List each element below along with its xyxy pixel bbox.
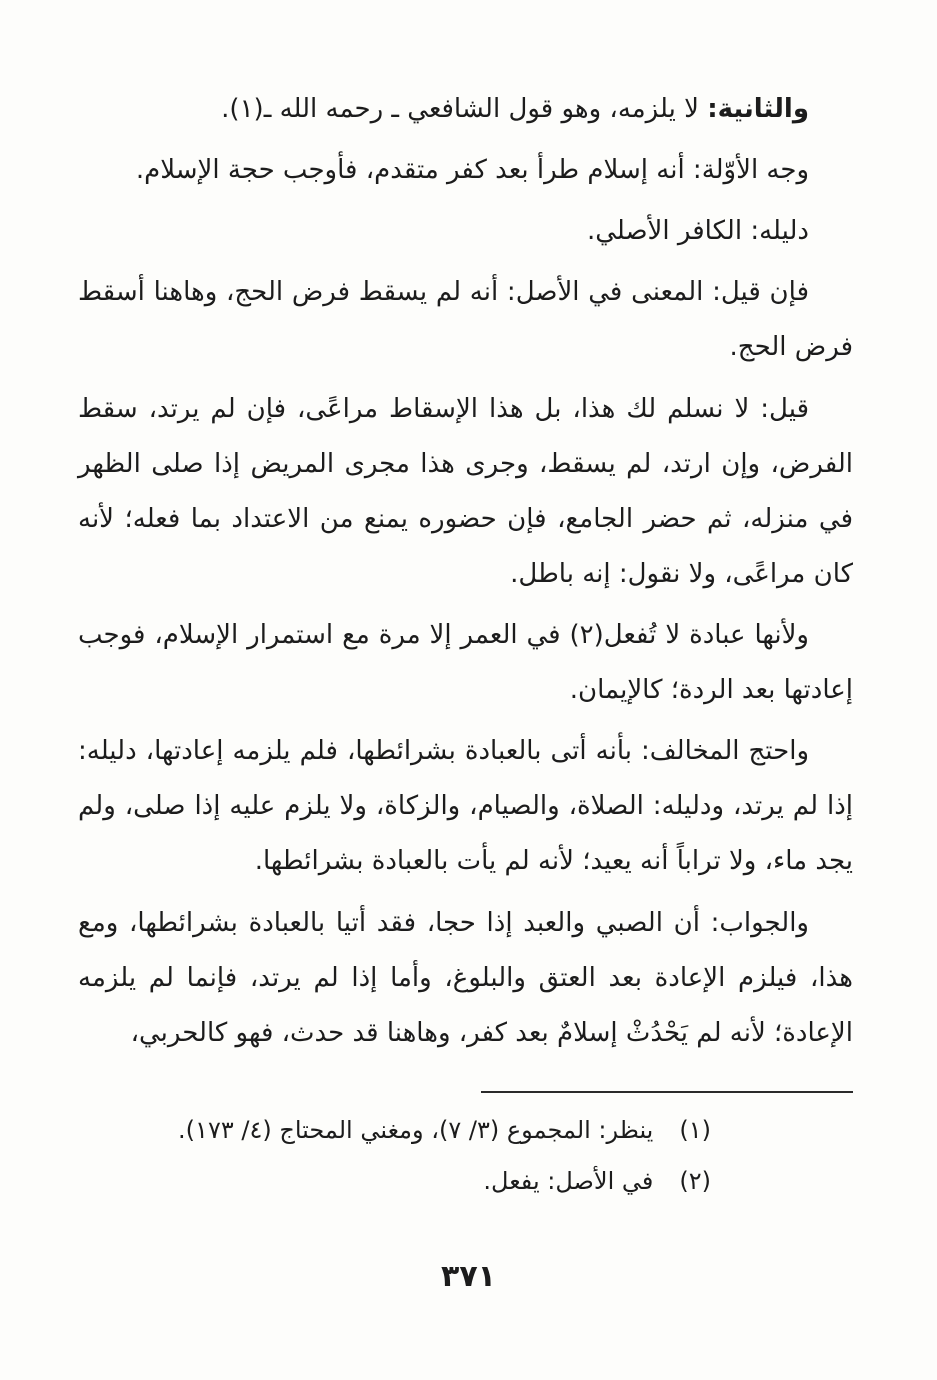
- paragraph-text: واحتج المخالف: بأنه أتى بالعبادة بشرائطها، فلم يلزمه إعادتها، دليله: إذا لم يرتد، ودليله: الصلاة، والصيام، والزكاة، ولا يلزم عليه إذا صلى، ولم يجد ماء، ولا تراباً أنه يعيد؛ لأنه لم يأت بالعبادة بشرائطها.: [78, 736, 853, 877]
- paragraph-text: قيل: لا نسلم لك هذا، بل هذا الإسقاط مراعًى، فإن لم يرتد، سقط الفرض، وإن ارتد، لم يسقط، وجرى هذا مجرى المريض إذا صلى الظهر في منزله، ثم حضر الجامع، فإن حضوره يمنع من الاعتداد بما فعله؛ لأنه كان مراعًى، ولا نقول: إنه باطل.: [78, 393, 853, 589]
- footnote-text: ينظر: المجموع (٣/ ٧)، ومغني المحتاج (٤/ ١٧٣).: [178, 1115, 654, 1144]
- footnote-text: في الأصل: يفعل.: [483, 1166, 654, 1195]
- paragraph-text: فإن قيل: المعنى في الأصل: أنه لم يسقط فرض الحج، وهاهنا أسقط فرض الحج.: [78, 277, 853, 363]
- paragraph-text: لا يلزمه، وهو قول الشافعي ـ رحمه الله ـ(١).: [221, 94, 708, 124]
- footnotes: [78, 1107, 853, 1205]
- paragraph-lead: والثانية:: [707, 94, 809, 124]
- body-text: [78, 82, 853, 1208]
- paragraph-text: والجواب: أن الصبي والعبد إذا حجا، فقد أتيا بالعبادة بشرائطها، ومع هذا، فيلزم الإعادة بعد العتق والبلوغ، وأما إذا لم يرتد، فإنما لم يلزمه الإعادة؛ لأنه لم يَحْدُثْ إسلامٌ بعد كفر، وهاهنا قد حدث، فهو كالحربي،: [78, 907, 853, 1048]
- footnote-marker: (١): [679, 1115, 711, 1144]
- footnote-marker: (٢): [679, 1166, 711, 1195]
- paragraph: [78, 204, 853, 259]
- paragraph: [78, 896, 853, 1061]
- page-number: ٣٧١: [441, 1259, 496, 1294]
- paragraph: [78, 382, 853, 602]
- paragraph-text: ولأنها عبادة لا تُفعل(٢) في العمر إلا مرة مع استمرار الإسلام، فوجب إعادتها بعد الردة؛ كالإيمان.: [78, 619, 853, 706]
- paragraph-text: وجه الأوّلة: أنه إسلام طرأ بعد كفر متقدم، فأوجب حجة الإسلام.: [135, 155, 809, 186]
- paragraph-text: دليله: الكافر الأصلي.: [586, 216, 809, 247]
- paragraph: [78, 724, 853, 889]
- paragraph: [78, 265, 853, 375]
- paragraph: [78, 82, 853, 137]
- footnote-item: [98, 1107, 799, 1154]
- footnote-separator: [481, 1091, 853, 1093]
- paragraph: [78, 608, 853, 718]
- footnote-item: [98, 1158, 799, 1205]
- paragraph: [78, 143, 853, 198]
